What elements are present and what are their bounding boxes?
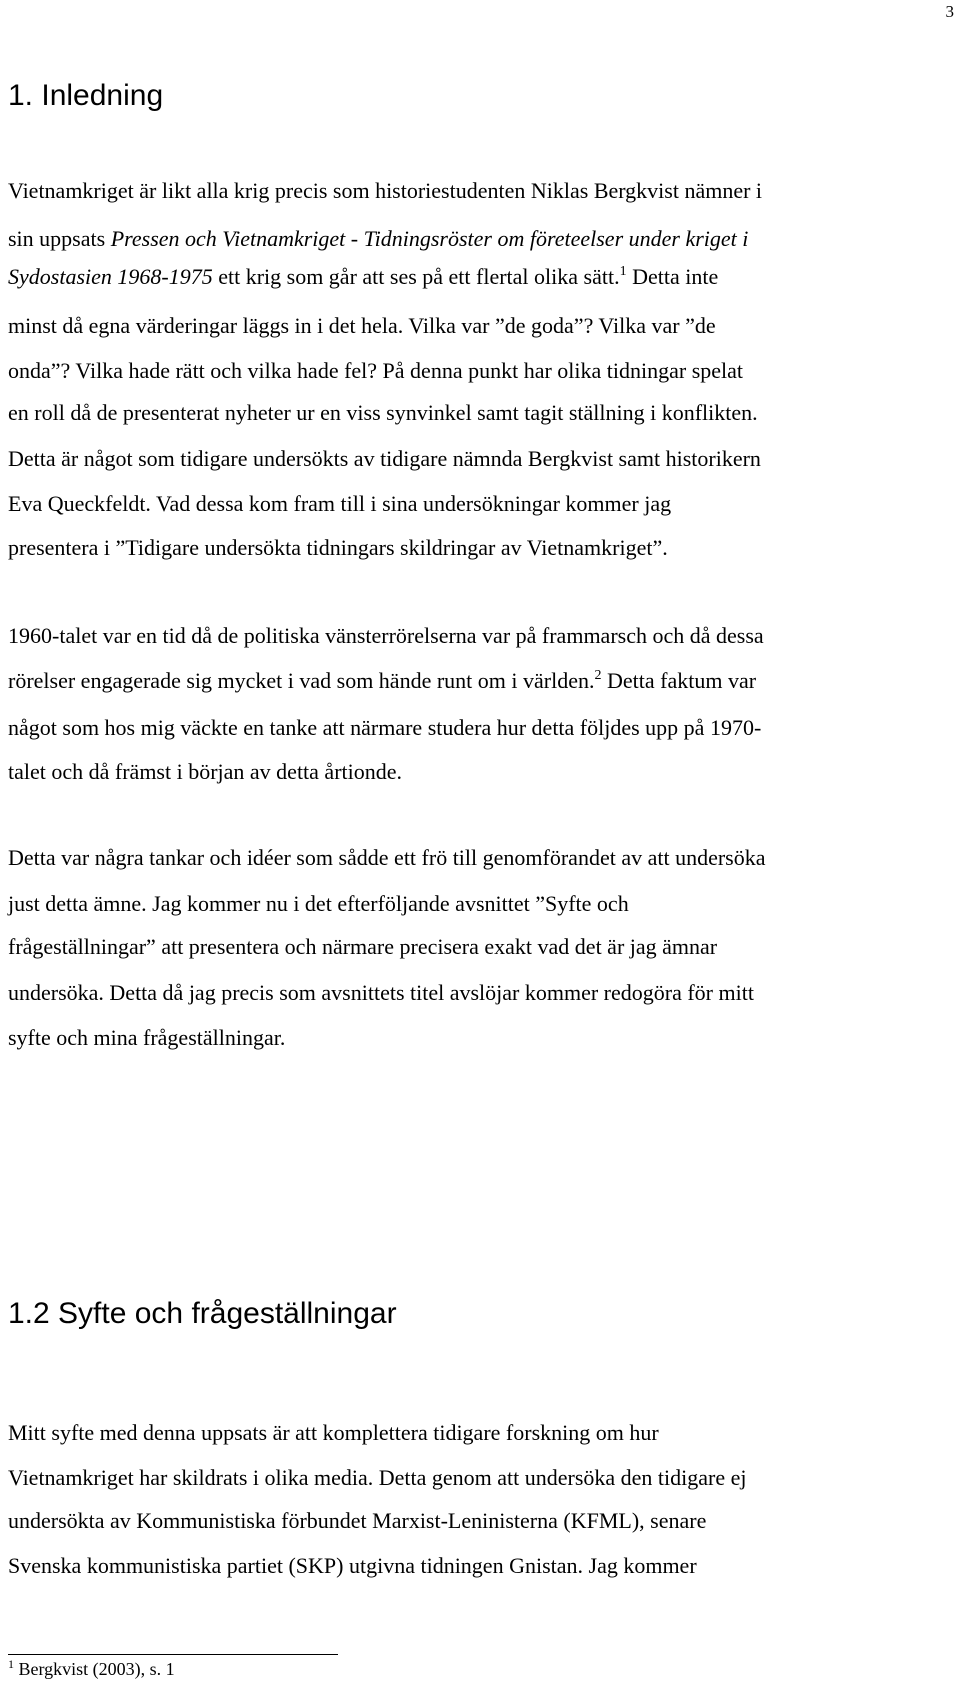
text-line: Vietnamkriget är likt alla krig precis som historiestudenten Niklas Bergkvist nämner i	[8, 178, 763, 203]
text-line: Eva Queckfeldt. Vad dessa kom fram till i sina undersökningar kommer jag	[8, 491, 672, 516]
text-span: Detta faktum var	[601, 668, 757, 693]
text-line: något som hos mig väckte en tanke att närmare studera hur detta följdes upp på 1970-	[8, 715, 762, 740]
text-line	[8, 226, 748, 252]
text-line: just detta ämne. Jag kommer nu i det efterföljande avsnittet ”Syfte och	[8, 891, 629, 916]
section-heading-syfte: 1.2 Syfte och frågeställningar	[8, 1297, 397, 1330]
text-line: minst då egna värderingar läggs in i det hela. Vilka var ”de goda”? Vilka var ”de	[8, 313, 716, 338]
text-line: Detta är något som tidigare undersökts av tidigare nämnda Bergkvist samt historikern	[8, 446, 761, 471]
text-line	[8, 264, 718, 290]
text-line: en roll då de presenterat nyheter ur en viss synvinkel samt tagit ställning i konflikten.	[8, 400, 758, 425]
footnote-text: Bergkvist (2003), s. 1	[14, 1659, 175, 1679]
text-line: frågeställningar” att presentera och närmare precisera exakt vad det är jag ämnar	[8, 934, 718, 959]
footnote-reference[interactable]: 1	[619, 264, 627, 279]
italic-title: Sydostasien 1968-1975	[8, 264, 213, 289]
text-line	[8, 668, 756, 694]
text-line: presentera i ”Tidigare undersökta tidningars skildringar av Vietnamkriget”.	[8, 535, 668, 560]
text-span: Detta inte	[626, 264, 719, 289]
text-line: talet och då främst i början av detta årtionde.	[8, 759, 403, 784]
italic-title: Pressen och Vietnamkriget - Tidningsröster om företeelser under kriget i	[110, 226, 749, 251]
text-line: Detta var några tankar och idéer som sådde ett frö till genomförandet av att undersöka	[8, 845, 766, 870]
footnote-reference[interactable]: 2	[594, 668, 602, 683]
text-line: 1960-talet var en tid då de politiska vänsterrörelserna var på frammarsch och då dessa	[8, 623, 764, 648]
text-span: sin uppsats	[8, 226, 111, 251]
page-number: 3	[945, 2, 954, 21]
text-line: Mitt syfte med denna uppsats är att komplettera tidigare forskning om hur	[8, 1420, 659, 1445]
text-span: rörelser engagerade sig mycket i vad som hände runt om i världen.	[8, 668, 595, 693]
text-line: onda”? Vilka hade rätt och vilka hade fel? På denna punkt har olika tidningar spelat	[8, 358, 744, 383]
text-line: Vietnamkriget har skildrats i olika media. Detta genom att undersöka den tidigare ej	[8, 1465, 747, 1490]
text-line: syfte och mina frågeställningar.	[8, 1025, 286, 1050]
text-line: undersöka. Detta då jag precis som avsnittets titel avslöjar kommer redogöra för mitt	[8, 980, 754, 1005]
footnote-marker: 1	[8, 1657, 14, 1671]
footnote	[8, 1657, 175, 1681]
text-line: undersökta av Kommunistiska förbundet Marxist-Leninisterna (KFML), senare	[8, 1508, 707, 1533]
text-line: Svenska kommunistiska partiet (SKP) utgivna tidningen Gnistan. Jag kommer	[8, 1553, 697, 1578]
footnote-divider	[8, 1654, 338, 1655]
section-heading-inledning: 1. Inledning	[8, 79, 164, 112]
text-span: ett krig som går att ses på ett flertal olika sätt.	[212, 264, 620, 289]
